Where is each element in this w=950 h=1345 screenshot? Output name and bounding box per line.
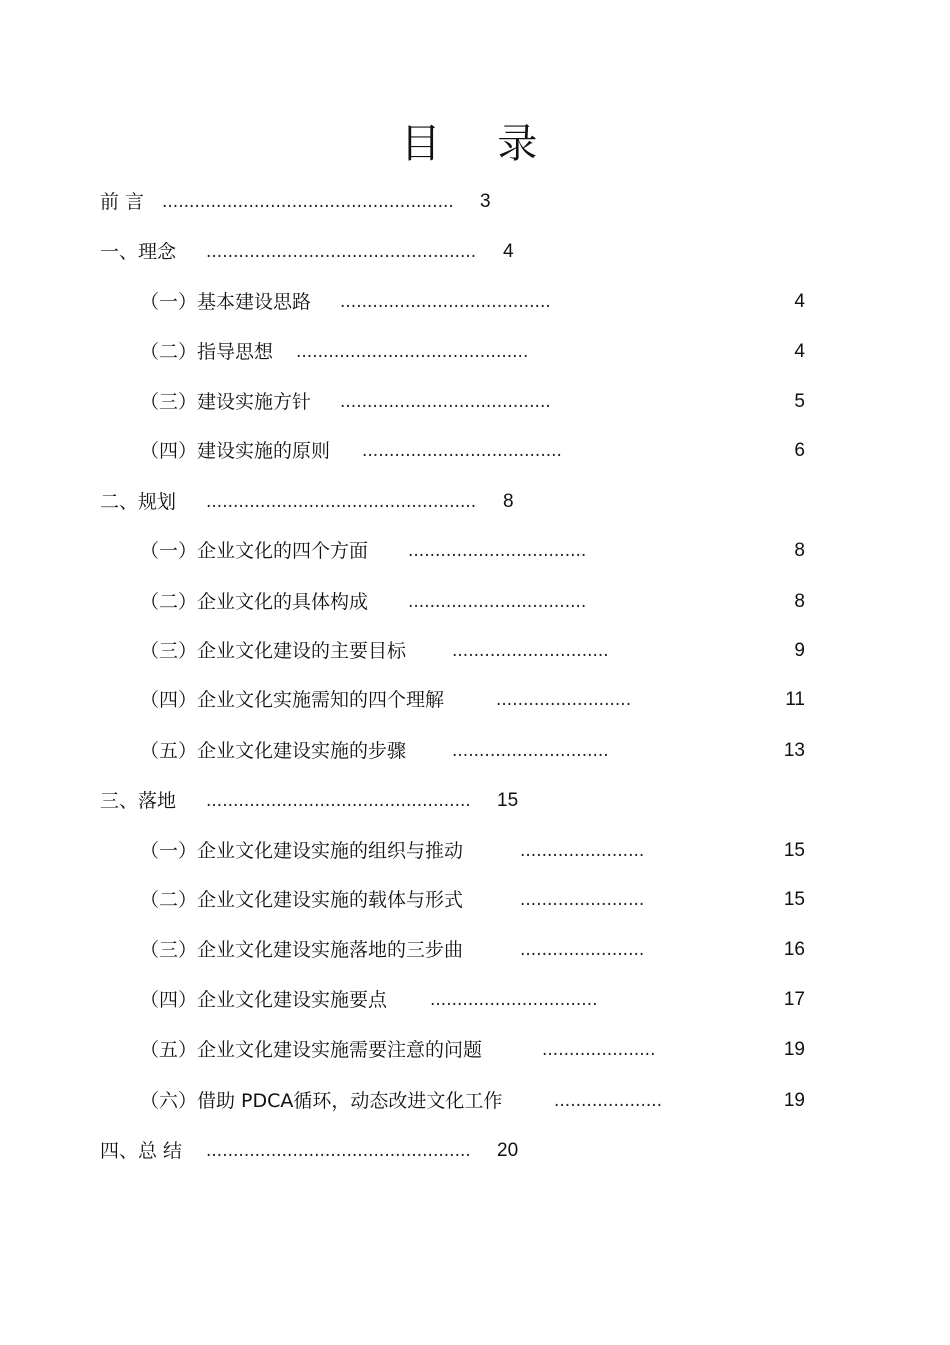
toc-leader-dots: ................................................. — [206, 1141, 471, 1161]
toc-leader-dots: ..................................... — [362, 441, 562, 461]
toc-leader-dots: ............................. — [452, 641, 609, 661]
toc-entry-preface[interactable] — [100, 188, 520, 216]
toc-entry-3-2[interactable] — [140, 886, 805, 914]
toc-entry-label: （一）基本建设思路 — [140, 291, 312, 313]
toc-entry-section-2[interactable] — [100, 488, 530, 516]
toc-entry-1-2[interactable] — [140, 338, 805, 366]
toc-entry-label: （四）企业文化实施需知的四个理解 — [140, 689, 445, 711]
toc-entry-label: （五）企业文化建设实施的步骤 — [140, 740, 407, 762]
toc-page-number: 4 — [503, 241, 514, 262]
toc-entry-label: （四）建设实施的原则 — [140, 440, 331, 462]
toc-entry-label: （四）企业文化建设实施要点 — [140, 989, 388, 1011]
toc-leader-dots: ................................. — [408, 541, 587, 561]
toc-entry-label: （五）企业文化建设实施需要注意的问题 — [140, 1039, 483, 1061]
toc-leader-dots: ....................................... — [340, 392, 551, 412]
toc-entry-label: 一、理念 — [100, 241, 177, 263]
toc-leader-dots: ................................. — [408, 592, 587, 612]
toc-leader-dots: ....................... — [520, 940, 645, 960]
toc-entry-2-5[interactable] — [140, 737, 805, 765]
page-title: 目 录 — [400, 121, 560, 167]
toc-entry-3-1[interactable] — [140, 837, 805, 865]
toc-entry-1-4[interactable] — [140, 437, 805, 465]
toc-page-number: 8 — [794, 591, 805, 612]
toc-leader-dots: .................... — [554, 1091, 663, 1111]
toc-page-number: 16 — [783, 939, 805, 960]
toc-entry-label: （二）指导思想 — [140, 341, 274, 363]
toc-entry-label: 前 言 — [100, 191, 145, 213]
toc-leader-dots: ............................. — [452, 741, 609, 761]
toc-page-number: 15 — [497, 790, 519, 811]
toc-leader-dots: .................................................. — [206, 242, 477, 262]
toc-page-number: 15 — [783, 840, 805, 861]
toc-entry-label: （一）企业文化建设实施的组织与推动 — [140, 840, 464, 862]
toc-leader-dots: ............................... — [430, 990, 598, 1010]
toc-entry-label: （六）借助 PDCA循环，动态改进文化工作 — [140, 1090, 503, 1112]
toc-page-number: 19 — [783, 1090, 805, 1111]
toc-page-number: 6 — [794, 440, 805, 461]
toc-entry-label: （三）企业文化建设实施落地的三步曲 — [140, 939, 464, 961]
toc-page-number: 13 — [783, 740, 805, 761]
toc-entry-label: 三、落地 — [100, 790, 177, 812]
toc-entry-label: 二、规划 — [100, 491, 177, 513]
toc-leader-dots: ........................................... — [296, 342, 529, 362]
toc-page-number: 19 — [783, 1039, 805, 1060]
toc-entry-2-2[interactable] — [140, 588, 805, 616]
toc-leader-dots: ..................... — [542, 1040, 656, 1060]
toc-entry-2-4[interactable] — [140, 686, 805, 714]
toc-leader-dots: ....................................... — [340, 292, 551, 312]
toc-entry-section-4[interactable] — [100, 1137, 540, 1165]
toc-entry-label: （一）企业文化的四个方面 — [140, 540, 369, 562]
toc-entry-section-1[interactable] — [100, 238, 530, 266]
toc-leader-dots: ....................... — [520, 890, 645, 910]
toc-page-number: 15 — [783, 889, 805, 910]
toc-leader-dots: ................................................. — [206, 791, 471, 811]
toc-page-number: 3 — [480, 191, 491, 212]
toc-page-number: 4 — [794, 291, 805, 312]
toc-page-number: 20 — [497, 1140, 519, 1161]
toc-page-number: 9 — [794, 640, 805, 661]
toc-page-number: 5 — [794, 391, 805, 412]
toc-leader-dots: .................................................. — [206, 492, 477, 512]
toc-entry-label: （三）建设实施方针 — [140, 391, 312, 413]
toc-entry-section-3[interactable] — [100, 787, 540, 815]
toc-entry-3-4[interactable] — [140, 986, 805, 1014]
toc-page-number: 8 — [503, 491, 514, 512]
toc-leader-dots: ......................... — [496, 690, 632, 710]
toc-leader-dots: ...................................................... — [162, 192, 454, 212]
toc-entry-2-1[interactable] — [140, 537, 805, 565]
toc-page-number: 4 — [794, 341, 805, 362]
toc-entry-label: （二）企业文化建设实施的载体与形式 — [140, 889, 464, 911]
toc-leader-dots: ....................... — [520, 841, 645, 861]
toc-page-number: 8 — [794, 540, 805, 561]
toc-entry-3-3[interactable] — [140, 936, 805, 964]
toc-entry-label: （三）企业文化建设的主要目标 — [140, 640, 407, 662]
toc-entry-3-6[interactable] — [140, 1087, 805, 1115]
toc-entry-3-5[interactable] — [140, 1036, 805, 1064]
toc-page-number: 17 — [783, 989, 805, 1010]
toc-entry-1-1[interactable] — [140, 288, 805, 316]
toc-entry-label: 四、总 结 — [100, 1140, 183, 1162]
toc-entry-label: （二）企业文化的具体构成 — [140, 591, 369, 613]
toc-entry-2-3[interactable] — [140, 637, 805, 665]
toc-entry-1-3[interactable] — [140, 388, 805, 416]
toc-page-number: 11 — [785, 689, 805, 710]
